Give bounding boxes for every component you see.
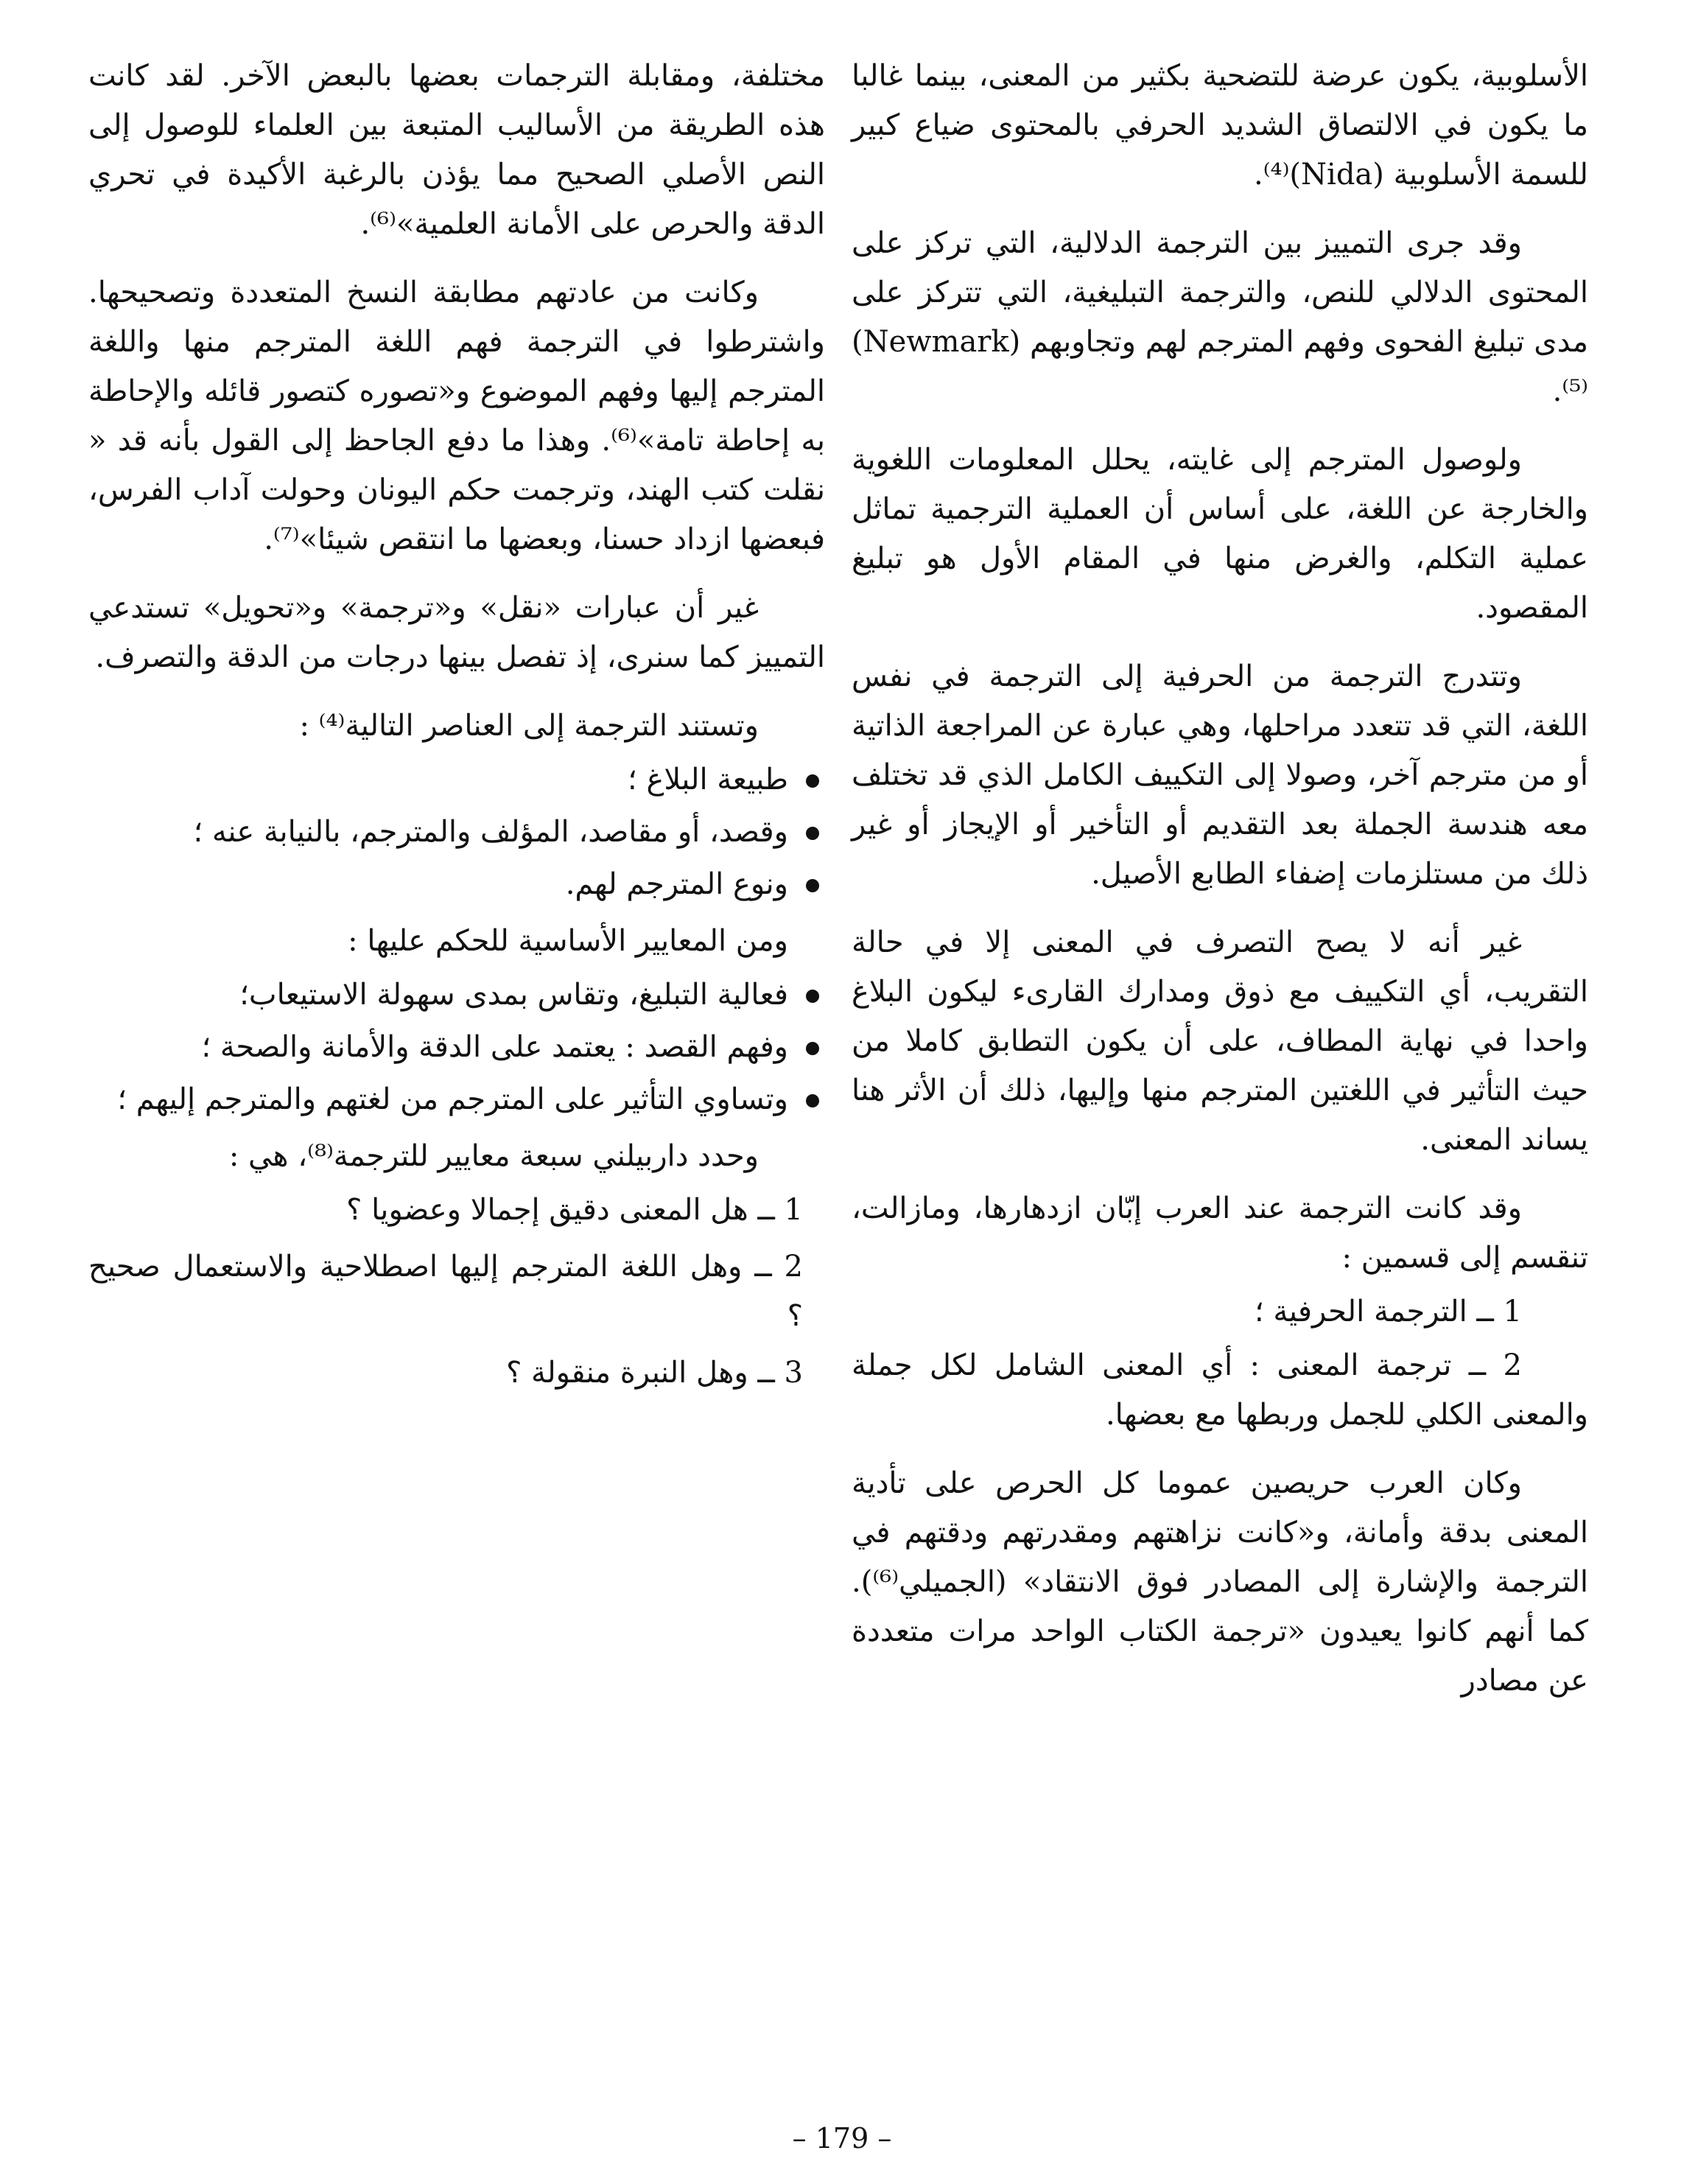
paragraph: وكان العرب حريصين عموما كل الحرص على تأدية المعنى بدقة وأمانة، و«كانت نزاهتهم ومقدرتهم ودقتهم في الترجمة والإشارة إلى المصادر فوق الانتقاد» (الجميلي⁽⁶⁾). كما أنهم كانوا يعيدون «ترجمة الكتاب الواحد مرات متعددة عن مصادر bbox=[852, 1466, 1588, 1698]
page-number: – 179 – bbox=[792, 2122, 892, 2155]
list-item bbox=[88, 755, 825, 805]
list-item bbox=[88, 860, 825, 909]
bullet-icon bbox=[806, 774, 819, 788]
numbered-item: 3 ــ وهل النبرة منقولة ؟ bbox=[506, 1356, 803, 1390]
darbelnet-questions bbox=[88, 1186, 825, 1398]
bullet-icon bbox=[806, 990, 819, 1003]
paragraph: وتستند الترجمة إلى العناصر التالية⁽⁴⁾ : bbox=[299, 709, 759, 743]
paragraph: 1 ــ الترجمة الحرفية ؛ bbox=[1254, 1295, 1522, 1329]
paragraph: الأسلوبية، يكون عرضة للتضحية بكثير من المعنى، بينما غالبا ما يكون في الالتصاق الشديد الحرفي بالمحتوى ضياع كبير للسمة الأسلوبية (Nida)⁽⁴⁾. bbox=[852, 59, 1588, 192]
numbered-item: 2 ــ وهل اللغة المترجم إليها اصطلاحية والاستعمال صحيح ؟ bbox=[88, 1250, 803, 1333]
paragraph: 2 ــ ترجمة المعنى : أي المعنى الشامل لكل جملة والمعنى الكلي للجمل وربطها مع بعضها. bbox=[852, 1348, 1588, 1432]
paragraph: غير أنه لا يصح التصرف في المعنى إلا في حالة التقريب، أي التكييف مع ذوق ومدارك القارىء ليكون البلاغ واحدا في نهاية المطاف، على أن يكون التطابق كاملا من حيث التأثير في اللغتين المترجم منها وإليها، ذلك أن الأثر هنا يساند المعنى. bbox=[852, 925, 1588, 1157]
translation-elements-list bbox=[88, 755, 825, 909]
paragraph: غير أن عبارات «نقل» و«ترجمة» و«تحويل» تستدعي التمييز كما سنرى، إذ تفصل بينها درجات من الدقة والتصرف. bbox=[88, 591, 825, 674]
paragraph: وكانت من عادتهم مطابقة النسخ المتعددة وتصحيحها. واشترطوا في الترجمة فهم اللغة المترجم منها واللغة المترجم إليها وفهم الموضوع و«تصوره كتصور قائله والإحاطة به إحاطة تامة»⁽⁶⁾. وهذا ما دفع الجاحظ إلى القول بأنه قد « نقلت كتب الهند، وترجمت حكم اليونان وحولت آداب الفرس، فبعضها ازداد حسنا، وبعضها ما انتقص شيئا»⁽⁷⁾. bbox=[88, 276, 825, 556]
left-column-paragraphs bbox=[88, 52, 825, 751]
list-item bbox=[88, 1075, 825, 1124]
criteria-intro: ومن المعايير الأساسية للحكم عليها : bbox=[348, 924, 788, 958]
list-item-text: فعالية التبليغ، وتقاس بمدى سهولة الاستيعاب؛ bbox=[239, 978, 788, 1012]
paragraph: وقد كانت الترجمة عند العرب إبّان ازدهارها، ومازالت، تنقسم إلى قسمين : bbox=[852, 1191, 1588, 1275]
bullet-icon bbox=[806, 879, 819, 892]
list-item-text: وتساوي التأثير على المترجم من لغتهم والمترجم إليهم ؛ bbox=[117, 1082, 788, 1116]
left-column bbox=[88, 52, 825, 1405]
criteria-list bbox=[88, 970, 825, 1124]
paragraph: وقد جرى التمييز بين الترجمة الدلالية، التي تركز على المحتوى الدلالي للنص، والترجمة التبليغية، التي تتركز على مدى تبليغ الفحوى وفهم المترجم لهم وتجاوبهم (Newmark)⁽⁵⁾. bbox=[852, 226, 1588, 408]
darbelnet-intro: وحدد داربيلني سبعة معايير للترجمة⁽⁸⁾، هي : bbox=[228, 1139, 759, 1173]
list-item bbox=[88, 970, 825, 1020]
paragraph: وتتدرج الترجمة من الحرفية إلى الترجمة في نفس اللغة، التي قد تتعدد مراحلها، وهي عبارة عن المراجعة الذاتية أو من مترجم آخر، وصولا إلى التكييف الكامل الذي قد تختلف معه هندسة الجملة بعد التقديم أو التأخير أو الإيجاز أو غير ذلك من مستلزمات إضفاء الطابع الأصيل. bbox=[852, 659, 1588, 891]
list-item-text: وقصد، أو مقاصد، المؤلف والمترجم، بالنيابة عنه ؛ bbox=[193, 815, 788, 849]
list-item-text: ونوع المترجم لهم. bbox=[565, 867, 788, 901]
bullet-icon bbox=[806, 1094, 819, 1107]
list-item bbox=[88, 1023, 825, 1072]
numbered-item: 1 ــ هل المعنى دقيق إجمالا وعضويا ؟ bbox=[346, 1193, 803, 1227]
paragraph: مختلفة، ومقابلة الترجمات بعضها بالبعض الآخر. لقد كانت هذه الطريقة من الأساليب المتبعة بين العلماء للوصول إلى النص الأصلي الصحيح مما يؤذن بالرغبة الأكيدة في تحري الدقة والحرص على الأمانة العلمية»⁽⁶⁾. bbox=[88, 59, 826, 241]
list-item-text: وفهم القصد : يعتمد على الدقة والأمانة والصحة ؛ bbox=[201, 1030, 788, 1064]
right-column bbox=[852, 52, 1588, 1725]
bullet-icon bbox=[806, 1042, 819, 1055]
paragraph: ولوصول المترجم إلى غايته، يحلل المعلومات اللغوية والخارجة عن اللغة، على أساس أن العملية الترجمية تماثل عملية التكلم، والغرض منها في المقام الأول هو تبليغ المقصود. bbox=[852, 443, 1588, 625]
list-item-text: طبيعة البلاغ ؛ bbox=[628, 763, 788, 797]
bullet-icon bbox=[806, 827, 819, 840]
list-item bbox=[88, 808, 825, 857]
